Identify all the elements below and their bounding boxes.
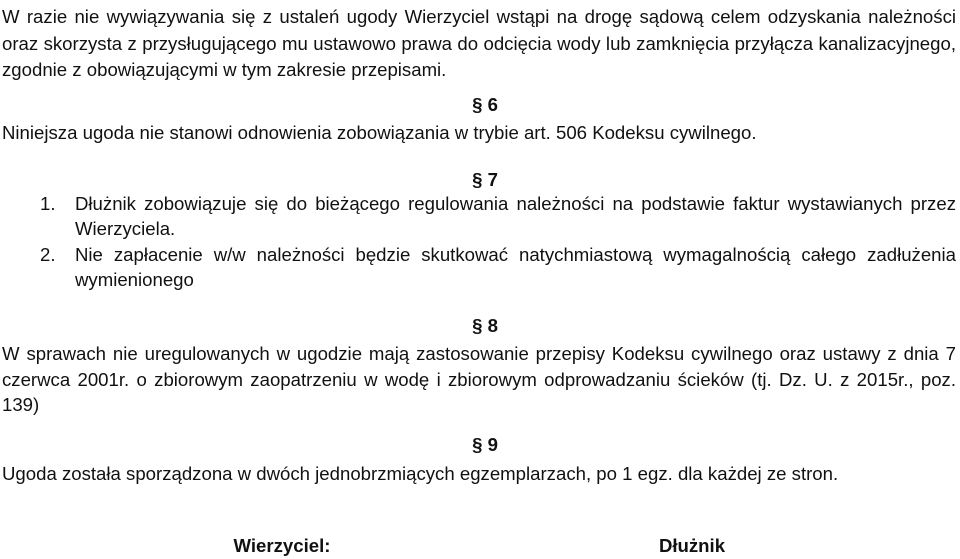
section-8-text: W sprawach nie uregulowanych w ugodzie mają zastosowanie przepisy Kodeksu cywilnego oraz ustawy z dnia 7 czerwca 2001r. o zbiorowym zaopatrzeniu w wodę i zbiorowym odprowadzaniu ścieków (tj. Dz. U. z 2015r., poz. 139) [2,343,956,415]
section-9-heading: § 9 [472,434,498,455]
signature-debtor: Dłużnik [658,535,726,556]
list-item: 1. Dłużnik zobowiązuje się do bieżącego regulowania należności na podstawie faktur wystawianych przez Wierzyciela. [40,193,956,239]
signature-creditor: Wierzyciel: [233,535,331,556]
section-9-text: Ugoda została sporządzona w dwóch jednobrzmiących egzemplarzach, po 1 egz. dla każdej ze stron. [2,463,839,484]
section-7-list [2,192,956,292]
list-item: 2. Nie zapłacenie w/w należności będzie skutkować natychmiastową wymagalnością całego zadłużenia wymienionego [40,244,956,290]
paragraph-enforcement: W razie nie wywiązywania się z ustaleń ugody Wierzyciel wstąpi na drogę sądową celem odzyskania należności oraz skorzysta z przysługującego mu ustawowo prawa do odcięcia wody lub zamknięcia przyłącza kanalizacyjnego, zgodnie z obowiązującymi w tym zakresie przepisami. [2,6,956,80]
section-8-heading: § 8 [472,315,498,336]
section-6-heading: § 6 [472,94,498,115]
section-7-heading: § 7 [472,169,498,190]
section-6-text: Niniejsza ugoda nie stanowi odnowienia zobowiązania w trybie art. 506 Kodeksu cywilnego. [2,122,757,143]
